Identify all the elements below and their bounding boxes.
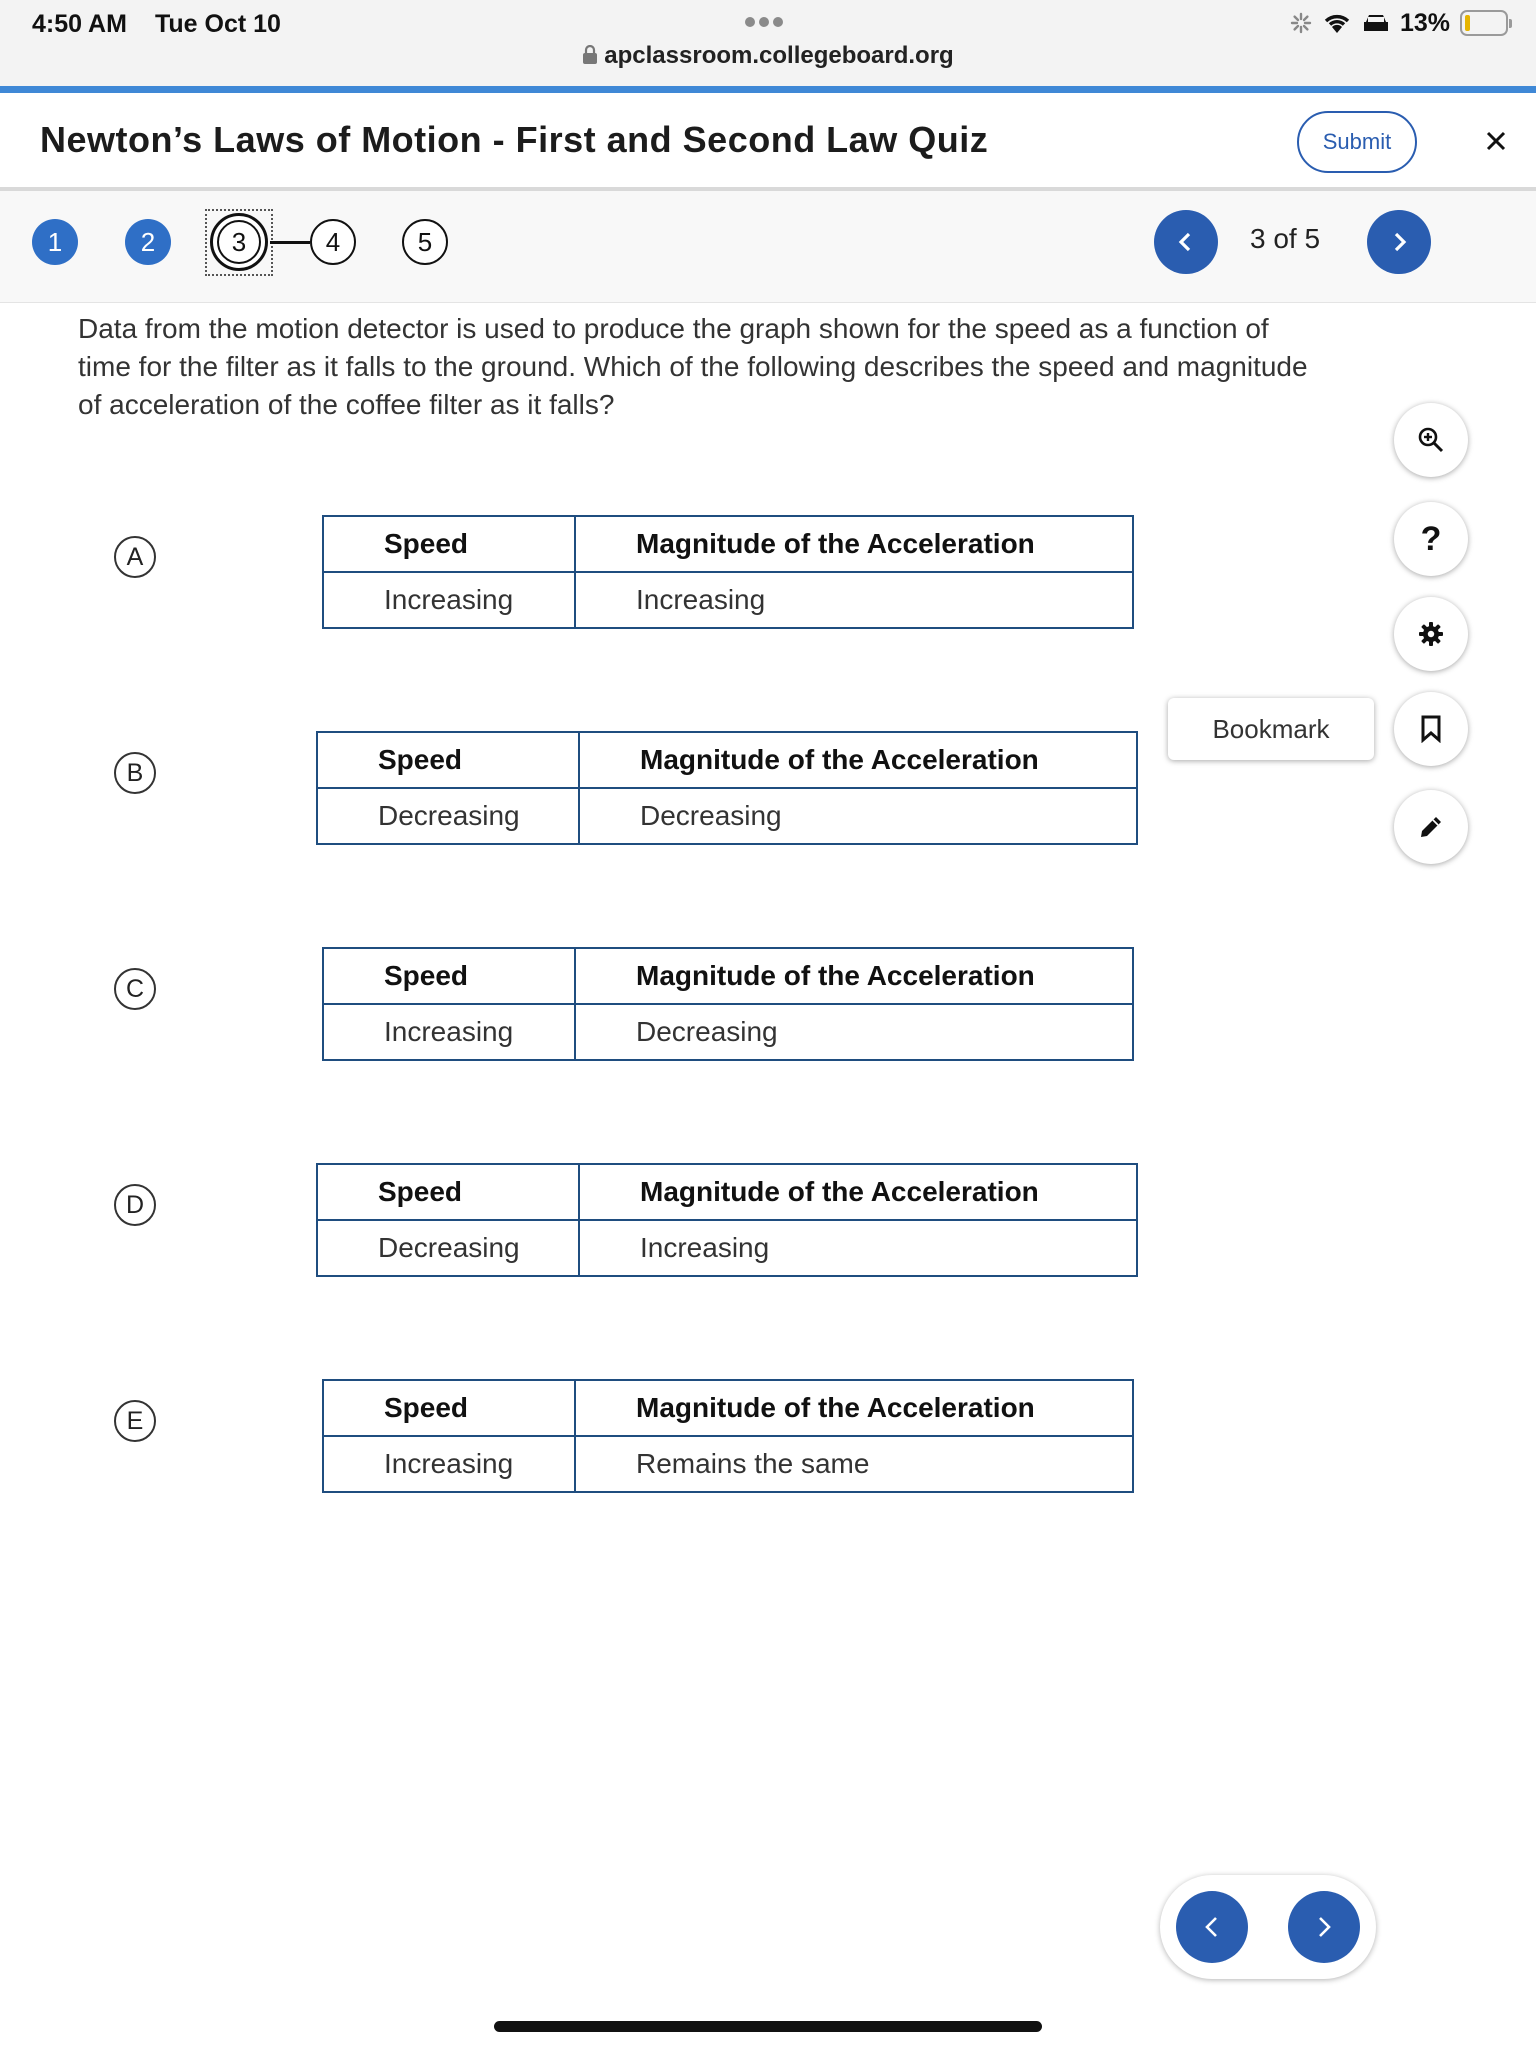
question-navigator bbox=[0, 191, 1536, 303]
zoom-in-icon bbox=[1417, 426, 1445, 454]
page-title: Newton’s Laws of Motion - First and Second Law Quiz bbox=[40, 119, 989, 160]
annotate-button[interactable] bbox=[1394, 790, 1468, 864]
bookmark-button[interactable] bbox=[1394, 692, 1468, 766]
previous-question-button[interactable] bbox=[1154, 210, 1218, 274]
speed-header: Speed bbox=[317, 732, 579, 788]
option-a-table[interactable] bbox=[322, 515, 1134, 629]
status-bar bbox=[0, 0, 1536, 87]
speed-header: Speed bbox=[323, 948, 575, 1004]
option-d-table[interactable] bbox=[316, 1163, 1138, 1277]
question-5-button[interactable]: 5 bbox=[402, 219, 448, 265]
question-3-label: 3 bbox=[217, 220, 261, 264]
option-d-radio[interactable]: D bbox=[114, 1184, 156, 1226]
table-header-row bbox=[317, 1164, 1137, 1220]
table-row bbox=[323, 572, 1133, 628]
bottom-next-button[interactable] bbox=[1288, 1891, 1360, 1963]
speed-value: Increasing bbox=[323, 1436, 575, 1492]
table-row bbox=[317, 1220, 1137, 1276]
acceleration-value: Increasing bbox=[579, 1220, 1137, 1276]
speed-header: Speed bbox=[323, 1380, 575, 1436]
speed-value: Increasing bbox=[323, 572, 575, 628]
acceleration-header: Magnitude of the Acceleration bbox=[579, 1164, 1137, 1220]
question-4-button[interactable]: 4 bbox=[310, 219, 356, 265]
option-e-table[interactable] bbox=[322, 1379, 1134, 1493]
option-c-table[interactable] bbox=[322, 947, 1134, 1061]
bottom-navigation bbox=[1160, 1875, 1376, 1979]
car-mode-icon bbox=[1362, 12, 1390, 34]
chevron-right-icon bbox=[1311, 1914, 1337, 1940]
pencil-icon bbox=[1417, 813, 1445, 841]
home-indicator[interactable] bbox=[494, 2021, 1042, 2032]
submit-button[interactable]: Submit bbox=[1297, 111, 1417, 173]
address-bar[interactable] bbox=[0, 42, 1536, 70]
option-e-radio[interactable]: E bbox=[114, 1400, 156, 1442]
question-2-button[interactable]: 2 bbox=[125, 219, 171, 265]
next-question-button[interactable] bbox=[1367, 210, 1431, 274]
acceleration-header: Magnitude of the Acceleration bbox=[579, 732, 1137, 788]
wifi-icon bbox=[1322, 11, 1352, 35]
speed-header: Speed bbox=[323, 516, 575, 572]
acceleration-value: Remains the same bbox=[575, 1436, 1133, 1492]
chevron-left-icon bbox=[1199, 1914, 1225, 1940]
option-c-radio[interactable]: C bbox=[114, 968, 156, 1010]
acceleration-value: Decreasing bbox=[579, 788, 1137, 844]
status-date: Tue Oct 10 bbox=[155, 10, 281, 38]
gear-icon bbox=[1418, 621, 1444, 647]
acceleration-value: Decreasing bbox=[575, 1004, 1133, 1060]
acceleration-header: Magnitude of the Acceleration bbox=[575, 1380, 1133, 1436]
battery-icon bbox=[1460, 10, 1508, 36]
bookmark-icon bbox=[1420, 715, 1442, 743]
acceleration-header: Magnitude of the Acceleration bbox=[575, 516, 1133, 572]
table-header-row bbox=[323, 516, 1133, 572]
table-header-row bbox=[323, 1380, 1133, 1436]
help-button[interactable]: ? bbox=[1394, 502, 1468, 576]
url-text: apclassroom.collegeboard.org bbox=[604, 42, 954, 69]
question-3-button[interactable] bbox=[210, 213, 268, 271]
chevron-left-icon bbox=[1174, 230, 1198, 254]
close-icon[interactable] bbox=[1480, 125, 1512, 157]
bookmark-tooltip: Bookmark bbox=[1168, 698, 1374, 760]
zoom-button[interactable] bbox=[1394, 403, 1468, 477]
chevron-right-icon bbox=[1387, 230, 1411, 254]
table-row bbox=[317, 788, 1137, 844]
question-position: 3 of 5 bbox=[1250, 223, 1321, 254]
loading-icon bbox=[1290, 12, 1312, 34]
speed-value: Increasing bbox=[323, 1004, 575, 1060]
speed-header: Speed bbox=[317, 1164, 579, 1220]
question-1-button[interactable]: 1 bbox=[32, 219, 78, 265]
lock-icon bbox=[582, 45, 598, 65]
option-b-table[interactable] bbox=[316, 731, 1138, 845]
status-indicators bbox=[1290, 8, 1508, 38]
table-row bbox=[323, 1436, 1133, 1492]
bottom-previous-button[interactable] bbox=[1176, 1891, 1248, 1963]
acceleration-value: Increasing bbox=[575, 572, 1133, 628]
table-header-row bbox=[317, 732, 1137, 788]
acceleration-header: Magnitude of the Acceleration bbox=[575, 948, 1133, 1004]
option-b-radio[interactable]: B bbox=[114, 752, 156, 794]
battery-percent: 13% bbox=[1399, 8, 1450, 37]
table-row bbox=[323, 1004, 1133, 1060]
speed-value: Decreasing bbox=[317, 788, 579, 844]
settings-button[interactable] bbox=[1394, 597, 1468, 671]
multitasking-dots-icon[interactable] bbox=[745, 14, 791, 34]
question-text: Data from the motion detector is used to produce the graph shown for the speed as a function of time for the filter as it falls to the ground. Which of the following describes the speed and magnitude of acceleration of the coffee filter as it falls? bbox=[78, 313, 1308, 420]
status-time: 4:50 AM bbox=[32, 10, 127, 38]
current-connector bbox=[270, 241, 310, 244]
quiz-header bbox=[0, 93, 1536, 191]
option-a-radio[interactable]: A bbox=[114, 536, 156, 578]
speed-value: Decreasing bbox=[317, 1220, 579, 1276]
table-header-row bbox=[323, 948, 1133, 1004]
accent-bar bbox=[0, 86, 1536, 93]
